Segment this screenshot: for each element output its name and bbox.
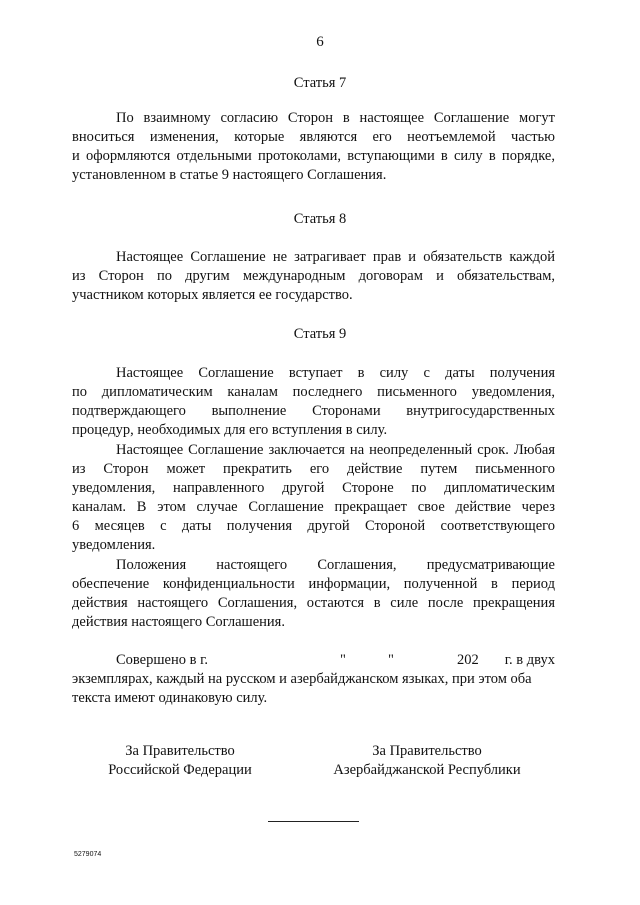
text-line: действия настоящего Соглашения, остаются в силе после прекращения — [72, 595, 555, 611]
text-line: уведомления, направленного другой Стороне по дипломатическим — [72, 480, 555, 496]
text-line: и оформляются отдельными протоколами, вступающими в силу в порядке, — [72, 148, 555, 164]
text-line: действия настоящего Соглашения. — [72, 614, 285, 630]
article-9-heading: Статья 9 — [293, 326, 347, 342]
article-9-paragraph-2 — [72, 441, 555, 555]
article-9-paragraph-3 — [72, 556, 555, 632]
text-line: уведомления. — [72, 537, 156, 553]
text-line: процедур, необходимых для его вступления в силу. — [72, 422, 388, 438]
article-7-heading: Статья 7 — [293, 75, 347, 91]
text-line: Настоящее Соглашение вступает в силу с даты получения — [116, 365, 555, 381]
signature-block-azerbaijan — [320, 742, 534, 780]
signature-party: Российской Федерации — [108, 762, 252, 778]
text-line: из Сторон по другим международным договорам и обязательствам, — [72, 268, 555, 284]
date-quote-close: " — [388, 652, 394, 668]
in-two-copies: г. в двух — [504, 652, 555, 668]
text-line: Настоящее Соглашение не затрагивает прав и обязательств каждой — [116, 249, 555, 265]
text-line: Настоящее Соглашение заключается на неопределенный срок. Любая — [116, 442, 555, 458]
text-line: Положения настоящего Соглашения, предусматривающие — [116, 557, 555, 573]
article-8-paragraph — [72, 248, 555, 305]
execution-line-1 — [72, 651, 555, 670]
execution-line-3: текста имеют одинаковую силу. — [72, 690, 268, 706]
signature-label: За Правительство — [372, 743, 482, 759]
text-line: установленном в статье 9 настоящего Соглашения. — [72, 167, 387, 183]
article-8-heading: Статья 8 — [293, 211, 347, 227]
signature-label: За Правительство — [125, 743, 235, 759]
text-line: вноситься изменения, которые являются его неотъемлемой частью — [72, 129, 555, 145]
text-line: по дипломатическим каналам последнего письменного уведомления, — [72, 384, 555, 400]
article-7-paragraph — [72, 109, 555, 185]
execution-line-2: экземплярах, каждый на русском и азербайджанском языках, при этом оба — [72, 671, 532, 687]
execution-clause — [72, 651, 555, 708]
done-in-city: Совершено в г. — [116, 652, 209, 668]
text-line: подтверждающего выполнение Сторонами внутригосударственных — [72, 403, 555, 419]
signature-block-russia — [92, 742, 268, 780]
text-line: участником которых является ее государство. — [72, 287, 353, 303]
signature-party: Азербайджанской Республики — [333, 762, 521, 778]
text-line: каналам. В этом случае Соглашение прекращает свое действие через — [72, 499, 555, 515]
year-prefix: 202 — [457, 652, 479, 668]
closing-rule — [268, 821, 359, 822]
page-number: 6 — [316, 34, 324, 50]
text-line: из Сторон может прекратить его действие путем письменного — [72, 461, 555, 477]
document-code: 5279074 — [74, 851, 102, 858]
text-line: обеспечение конфиденциальности информации, полученной в период — [72, 576, 555, 592]
date-quote-open: " — [340, 652, 346, 668]
text-line: 6 месяцев с даты получения другой Стороной соответствующего — [72, 518, 555, 534]
article-9-paragraph-1 — [72, 364, 555, 440]
text-line: По взаимному согласию Сторон в настоящее Соглашение могут — [116, 110, 555, 126]
